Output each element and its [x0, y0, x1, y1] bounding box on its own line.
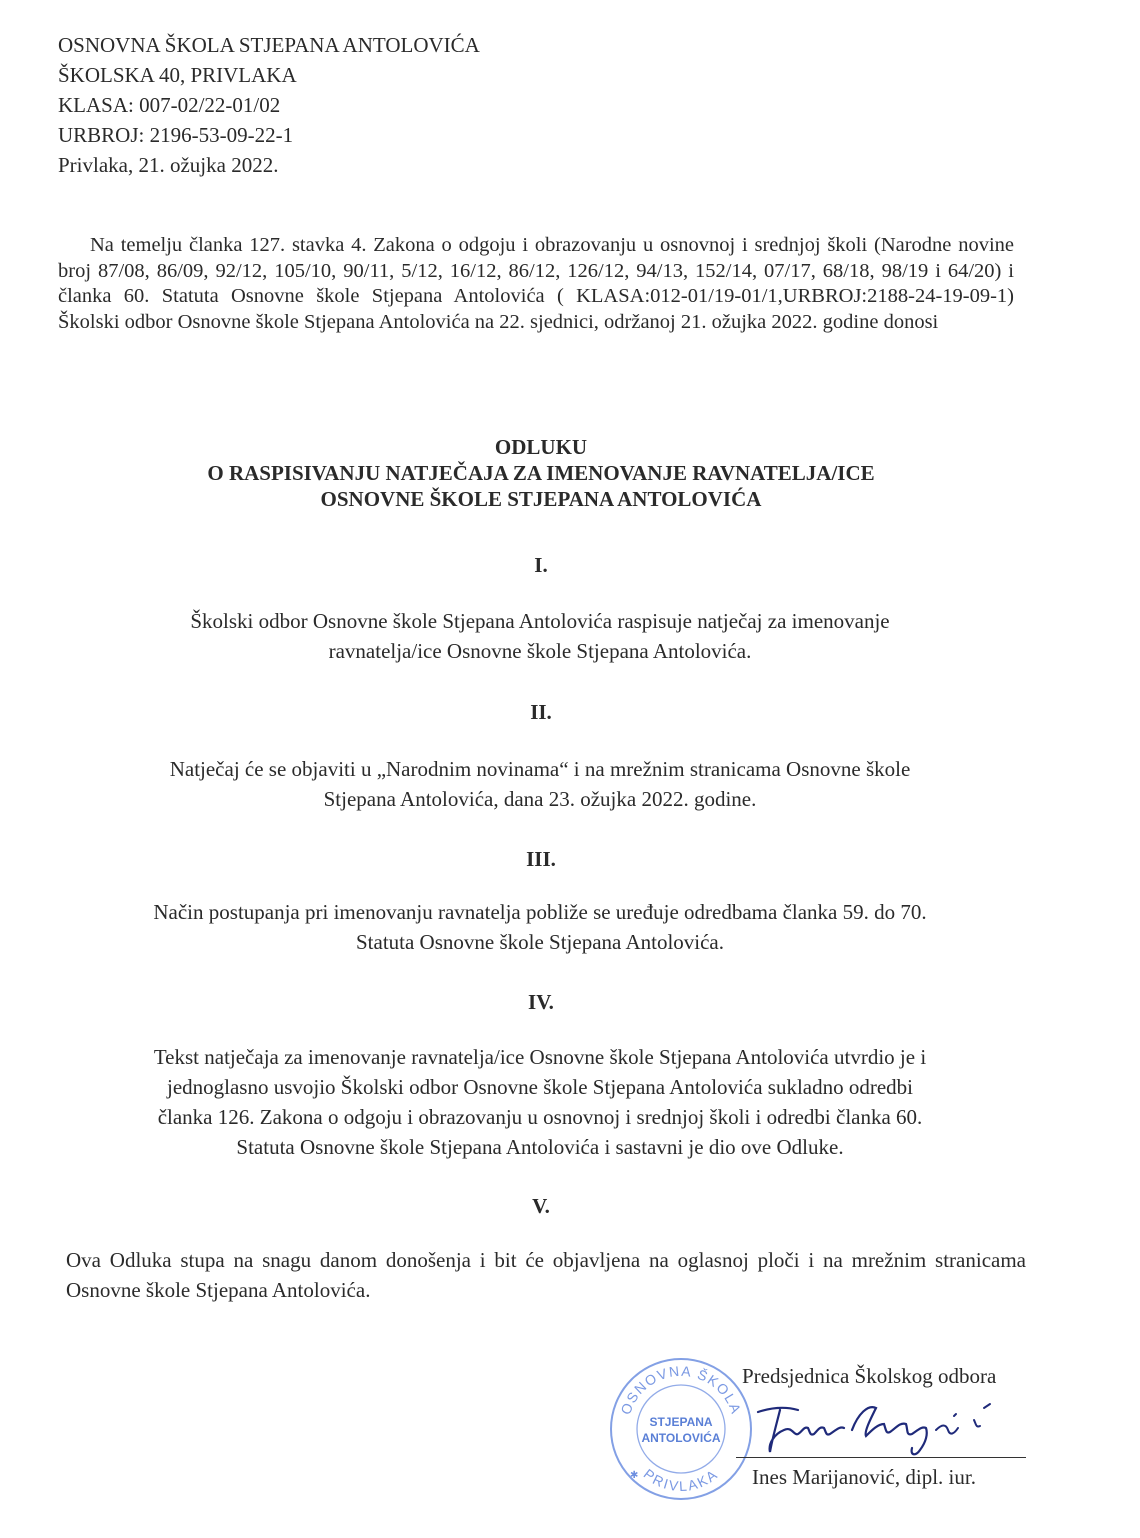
svg-text:OSNOVNA ŠKOLA [617, 1363, 745, 1417]
stamp-ring-top: OSNOVNA ŠKOLA [617, 1362, 745, 1417]
signatory-name: Ines Marijanović, dipl. iur. [752, 1465, 976, 1489]
place-date: Privlaka, 21. ožujka 2022. [58, 153, 279, 177]
section-line: Školski odbor Osnovne škole Stjepana Antolovića raspisuje natječaj za imenovanje [190, 609, 890, 633]
title-line-2: O RASPISIVANJU NATJEČAJA ZA IMENOVANJE RAVNATELJA/ICE [207, 461, 875, 485]
school-header [58, 30, 480, 180]
section-line: članka 126. Zakona o odgoju i obrazovanju u osnovnoj i srednjoj školi i odredbi članka 60. [157, 1105, 923, 1129]
signature-line [736, 1457, 1026, 1458]
section-line: Tekst natječaja za imenovanje ravnatelja/ice Osnovne škole Stjepana Antolovića utvrdio je i [153, 1045, 927, 1069]
school-stamp [606, 1354, 756, 1504]
title-line-3: OSNOVNE ŠKOLE STJEPANA ANTOLOVIĆA [320, 487, 762, 511]
section-text: Ova Odluka stupa na snagu danom donošenja i bit će objavljena na oglasnoj ploči i na mrežnim stranicama Osnovne škole Stjepana Antolovića. [66, 1248, 1026, 1302]
section-text [40, 897, 1040, 957]
svg-text:PRIVLAKA [641, 1465, 722, 1494]
intro-paragraph [58, 233, 1014, 335]
section-line: Stjepana Antolovića, dana 23. ožujka 2022. godine. [323, 787, 757, 811]
section-number: I. [534, 553, 548, 577]
urbroj: URBROJ: 2196-53-09-22-1 [58, 123, 294, 147]
section-number: V. [532, 1194, 550, 1218]
stamp-ring-bottom: PRIVLAKA [640, 1465, 722, 1495]
section-text [40, 754, 1040, 814]
school-name: OSNOVNA ŠKOLA STJEPANA ANTOLOVIĆA [58, 33, 480, 57]
section-line: Natječaj će se objaviti u „Narodnim novinama“ i na mrežnim stranicama Osnovne škole [169, 757, 911, 781]
section-text [40, 1042, 1040, 1162]
title-line-1: ODLUKU [494, 435, 588, 459]
section-line: Statuta Osnovne škole Stjepana Antolovića. [355, 930, 725, 954]
section-line: jednoglasno usvojio Školski odbor Osnovne škole Stjepana Antolovića sukladno odredbi [166, 1075, 913, 1099]
handwritten-signature [740, 1390, 1000, 1460]
klasa: KLASA: 007-02/22-01/02 [58, 93, 281, 117]
section-line: Statuta Osnovne škole Stjepana Antolovića i sastavni je dio ove Odluke. [236, 1135, 844, 1159]
intro-text: Na temelju članka 127. stavka 4. Zakona o odgoju i obrazovanju u osnovnoj i srednjoj školi (Narodne novine broj 87/08, 86/09, 92/12, 105/10, 90/11, 5/12, 16/12, 86/12, 126/12, 94/13, 152/14, 07/17, 68/18, 98/19 i 64/20) i članka 60. Statuta Osnovne škole Stjepana Antolovića ( KLASA:012-01/19-01/1,URBROJ:2188-24-19-09-1) Školski odbor Osnovne škole Stjepana Antolovića na 22. sjednici, održanoj 21. ožujka 2022. godine donosi [58, 234, 1014, 333]
stamp-center-2: ANTOLOVIĆA [641, 1431, 721, 1445]
section-number: IV. [528, 990, 554, 1014]
stamp-star-icon: ✱ [630, 1470, 639, 1481]
stamp-center-1: STJEPANA [649, 1415, 713, 1429]
section-text [40, 606, 1040, 666]
decision-title [0, 434, 1082, 512]
section-line: Način postupanja pri imenovanju ravnatelja pobliže se uređuje odredbama članka 59. do 70. [153, 900, 927, 924]
section-number: III. [526, 847, 556, 871]
section-number: II. [530, 700, 552, 724]
school-address: ŠKOLSKA 40, PRIVLAKA [58, 63, 297, 87]
signatory-title: Predsjednica Školskog odbora [742, 1364, 997, 1388]
section-line: ravnatelja/ice Osnovne škole Stjepana Antolovića. [328, 639, 752, 663]
